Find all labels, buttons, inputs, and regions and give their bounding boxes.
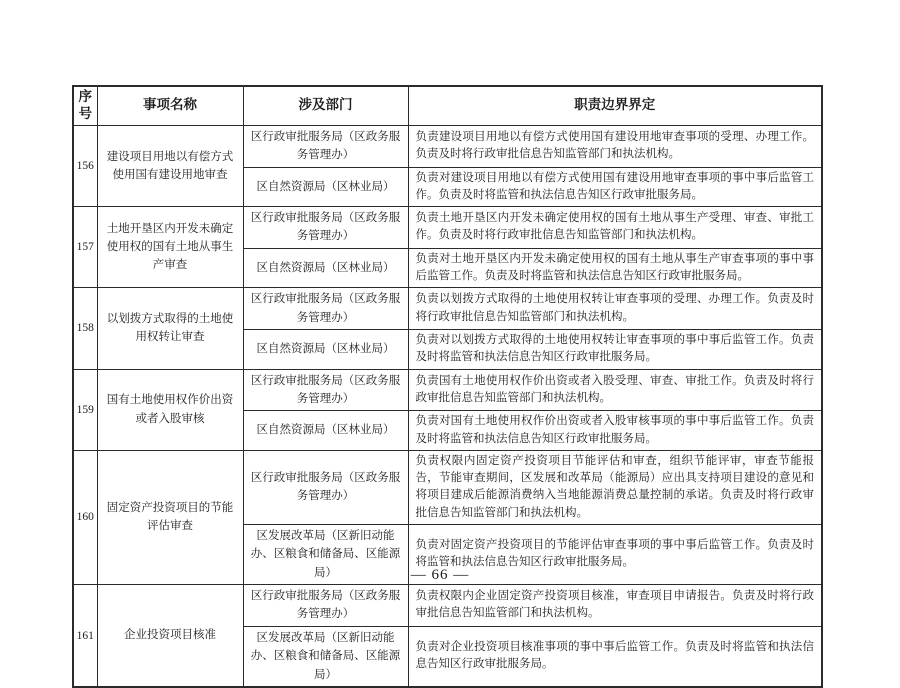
- duty-cell: 负责土地开垦区内开发未确定使用权的国有土地从事生产受理、审查、审批工作。负责及时将行政审批信息告知监管部门和执法机构。: [408, 207, 822, 249]
- table-row: [73, 288, 822, 330]
- item-name-cell: 国有土地使用权作价出资或者入股审核: [97, 369, 243, 450]
- row-number-cell: 157: [73, 207, 97, 288]
- row-number-cell: 160: [73, 450, 97, 584]
- duty-cell: 负责对以划拨方式取得的土地使用权转让审查事项的事中事后监管工作。负责及时将监管和执法信息告知区行政审批服务局。: [408, 330, 822, 370]
- department-cell: 区行政审批服务局（区政务服务管理办）: [243, 450, 408, 524]
- duty-cell: 负责对建设项目用地以有偿方式使用国有建设用地审查事项的事中事后监管工作。负责及时将监管和执法信息告知区行政审批服务局。: [408, 167, 822, 207]
- duty-cell: 负责对国有土地使用权作价出资或者入股审核事项的事中事后监管工作。负责及时将监管和执法信息告知区行政审批服务局。: [408, 411, 822, 451]
- table-row: [73, 585, 822, 627]
- table-row: [73, 450, 822, 524]
- department-cell: 区自然资源局（区林业局）: [243, 330, 408, 370]
- table-row: [73, 125, 822, 167]
- duty-cell: 负责以划拨方式取得的土地使用权转让审查事项的受理、办理工作。负责及时将行政审批信息告知监管部门和执法机构。: [408, 288, 822, 330]
- duty-cell: 负责国有土地使用权作价出资或者入股受理、审查、审批工作。负责及时将行政审批信息告知监管部门和执法机构。: [408, 369, 822, 411]
- duty-cell: 负责对企业投资项目核准事项的事中事后监管工作。负责及时将监管和执法信息告知区行政审批服务局。: [408, 626, 822, 687]
- duty-cell: 负责对土地开垦区内开发未确定使用权的国有土地从事生产审查事项的事中事后监管工作。负责及时将监管和执法信息告知区行政审批服务局。: [408, 248, 822, 288]
- table-row: [73, 369, 822, 411]
- item-name-cell: 土地开垦区内开发未确定使用权的国有土地从事生产审查: [97, 207, 243, 288]
- department-cell: 区发展改革局（区新旧动能办、区粮食和储备局、区能源局）: [243, 524, 408, 584]
- duty-cell: 负责对固定资产投资项目的节能评估审查事项的事中事后监管工作。负责及时将监管和执法信息告知区行政审批服务局。: [408, 524, 822, 584]
- responsibility-table: [72, 85, 823, 688]
- item-name-cell: 固定资产投资项目的节能评估审查: [97, 450, 243, 584]
- row-number-cell: 161: [73, 585, 97, 687]
- department-cell: 区行政审批服务局（区政务服务管理办）: [243, 288, 408, 330]
- department-cell: 区自然资源局（区林业局）: [243, 411, 408, 451]
- item-name-cell: 建设项目用地以有偿方式使用国有建设用地审查: [97, 125, 243, 206]
- header-col-departments: 涉及部门: [243, 86, 408, 125]
- row-number-cell: 159: [73, 369, 97, 450]
- row-number-cell: 156: [73, 125, 97, 206]
- department-cell: 区行政审批服务局（区政务服务管理办）: [243, 207, 408, 249]
- department-cell: 区行政审批服务局（区政务服务管理办）: [243, 369, 408, 411]
- department-cell: 区发展改革局（区新旧动能办、区粮食和储备局、区能源局）: [243, 626, 408, 687]
- row-number-cell: 158: [73, 288, 97, 369]
- department-cell: 区行政审批服务局（区政务服务管理办）: [243, 585, 408, 627]
- duty-cell: 负责建设项目用地以有偿方式使用国有建设用地审查事项的受理、办理工作。负责及时将行政审批信息告知监管部门和执法机构。: [408, 125, 822, 167]
- table-header-row: [73, 86, 822, 125]
- header-col-duty-boundary: 职责边界界定: [408, 86, 822, 125]
- header-col-number: 序号: [73, 86, 97, 125]
- duty-cell: 负责权限内固定资产投资项目节能评估和审查，组织节能评审，审查节能报告，节能审查期间，区发展和改革局（能源局）应出具支持项目建设的意见和将项目建成后能源消费纳入当地能源消费总量控制的承诺。负责及时将行政审批信息告知监管部门和执法机构。: [408, 450, 822, 524]
- page-number: — 66 —: [410, 567, 470, 583]
- department-cell: 区行政审批服务局（区政务服务管理办）: [243, 125, 408, 167]
- department-cell: 区自然资源局（区林业局）: [243, 248, 408, 288]
- duty-cell: 负责权限内企业固定资产投资项目核准，审查项目申请报告。负责及时将行政审批信息告知监管部门和执法机构。: [408, 585, 822, 627]
- item-name-cell: 企业投资项目核准: [97, 585, 243, 687]
- item-name-cell: 以划拨方式取得的土地使用权转让审查: [97, 288, 243, 369]
- header-col-item-name: 事项名称: [97, 86, 243, 125]
- table-row: [73, 207, 822, 249]
- department-cell: 区自然资源局（区林业局）: [243, 167, 408, 207]
